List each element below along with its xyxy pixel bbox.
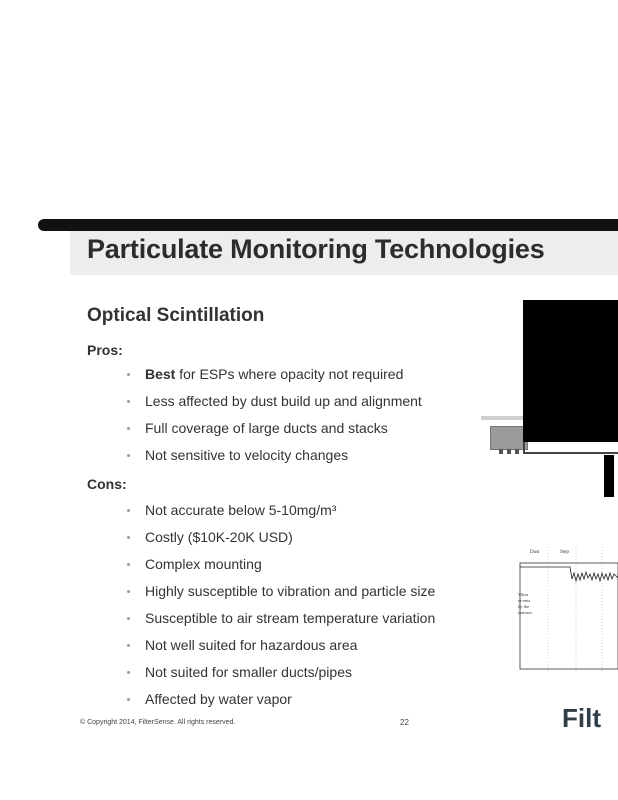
chart-label-step: Step <box>560 550 569 555</box>
probe-image <box>604 455 614 497</box>
bullet-dot <box>127 644 130 647</box>
signal-trace-chart <box>516 543 618 673</box>
chart-frame <box>520 563 618 669</box>
side-note-line: m-ents <box>518 598 531 603</box>
copyright-footer: © Copyright 2014, FilterSense. All rights reserved. <box>80 719 236 726</box>
bullet-dot <box>127 400 130 403</box>
pros-label: Pros: <box>87 342 123 358</box>
brand-logo-text: Filt <box>562 703 601 733</box>
mounting-bracket <box>523 442 618 454</box>
bullet-dot <box>127 617 130 620</box>
bullet-dot <box>127 373 130 376</box>
side-note-line: instrum <box>518 610 532 615</box>
title-rule <box>38 219 618 231</box>
bullet-dot <box>127 563 130 566</box>
side-note-line: by the <box>518 604 530 609</box>
device-caption-smudge <box>481 416 525 420</box>
bullet-dot <box>127 454 130 457</box>
cons-label: Cons: <box>87 476 127 492</box>
chart-label-dust: Dust <box>530 550 540 555</box>
bullet-dot <box>127 427 130 430</box>
bullet-dot <box>127 671 130 674</box>
redacted-figure <box>523 300 618 442</box>
bullet-dot <box>127 536 130 539</box>
page-number: 22 <box>400 718 409 727</box>
side-note-line: Vibra <box>518 592 528 597</box>
bullet-dot <box>127 698 130 701</box>
bullet-dot <box>127 509 130 512</box>
bullet-dot <box>127 590 130 593</box>
slide-title: Particulate Monitoring Technologies <box>87 234 545 264</box>
section-subtitle: Optical Scintillation <box>87 305 265 326</box>
signal-trace <box>520 567 618 581</box>
